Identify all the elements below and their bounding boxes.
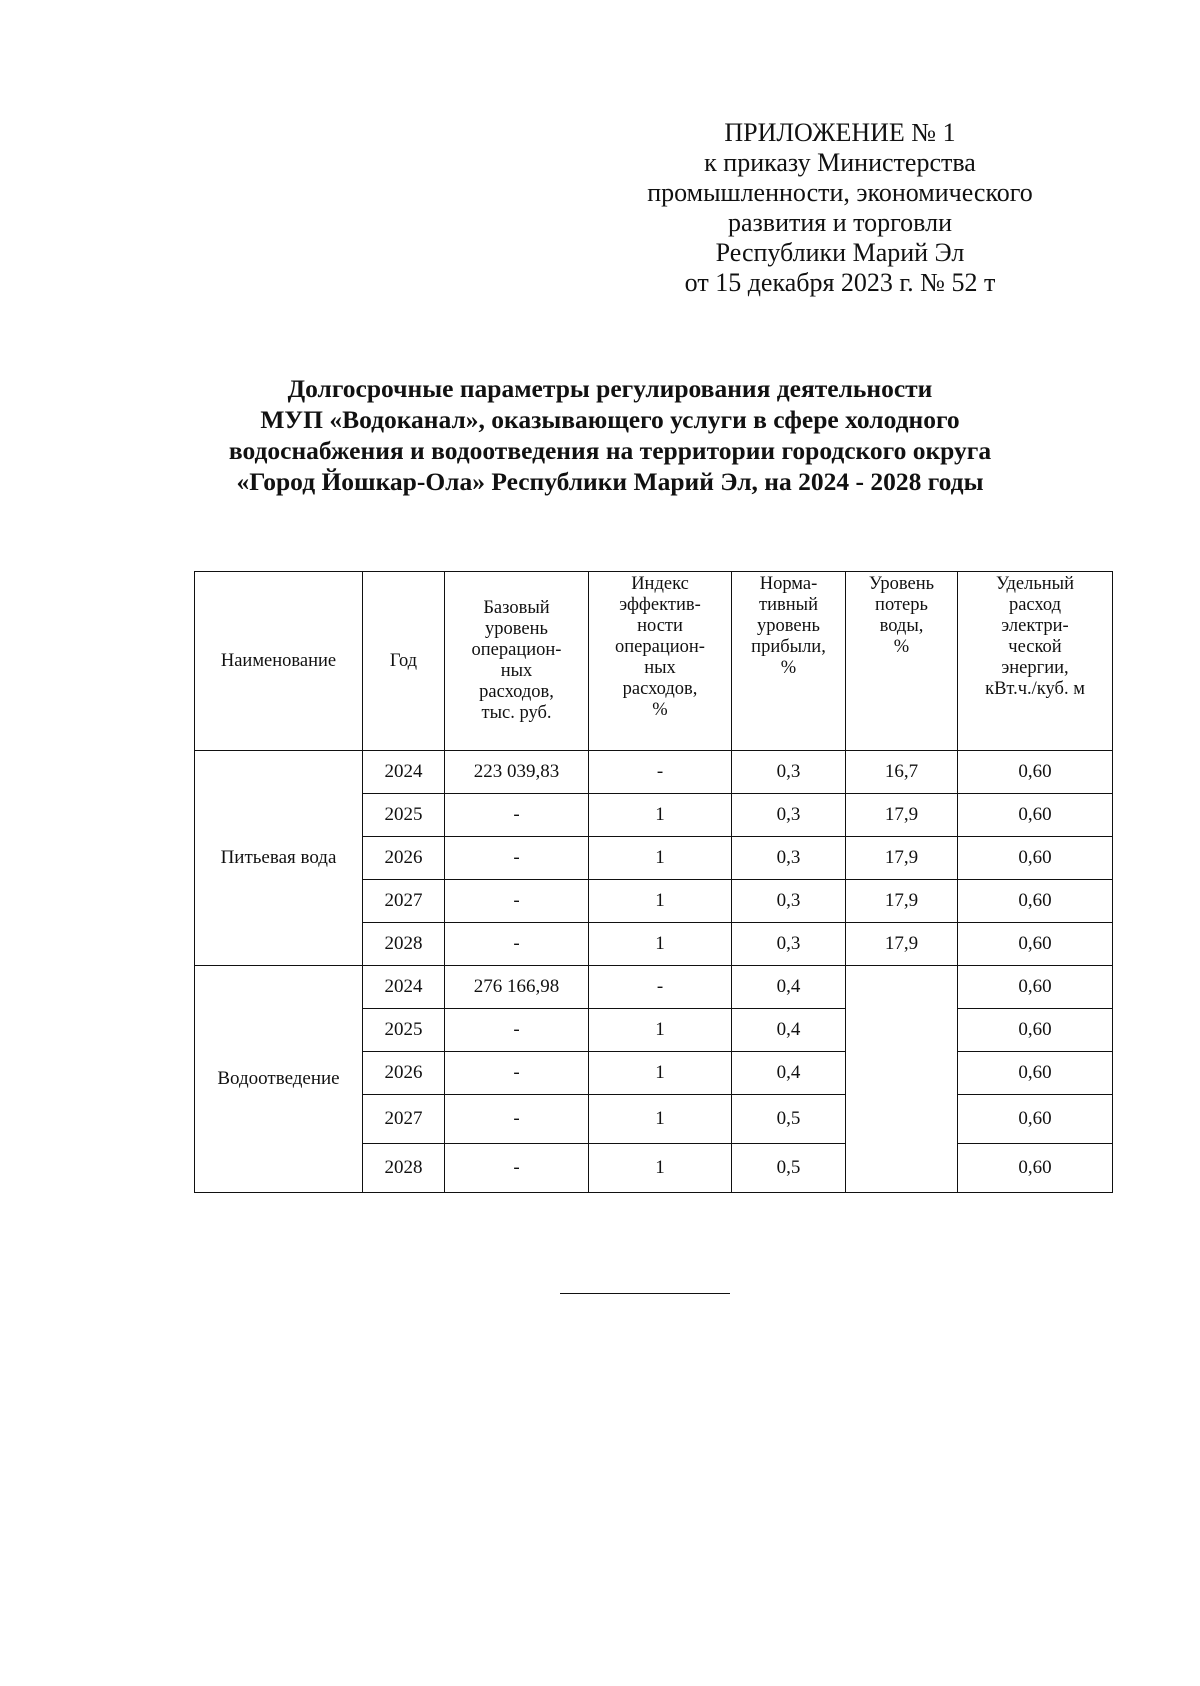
cell-index: 1 (589, 880, 732, 923)
cell-base: 276 166,98 (445, 966, 589, 1009)
header-index-line: операцион- (615, 637, 705, 657)
header-profit-line: прибыли, (751, 637, 826, 657)
header-energy-consumption (958, 572, 1113, 751)
header-energy-line: электри- (1001, 616, 1069, 636)
header-base-line: тыс. руб. (481, 703, 552, 723)
cell-profit: 0,3 (732, 751, 846, 794)
cell-energy: 0,60 (958, 880, 1113, 923)
cell-profit: 0,5 (732, 1144, 846, 1193)
cell-year: 2025 (363, 794, 445, 837)
cell-year: 2028 (363, 923, 445, 966)
cell-profit: 0,3 (732, 837, 846, 880)
header-index-line: расходов, (622, 679, 698, 699)
cell-base: - (445, 1144, 589, 1193)
parameters-table (194, 571, 1113, 1193)
cell-energy: 0,60 (958, 794, 1113, 837)
cell-index: 1 (589, 1052, 732, 1095)
header-year-text: Год (389, 650, 418, 671)
cell-base: - (445, 880, 589, 923)
table-row (195, 751, 1113, 794)
appendix-line: к приказу Министерства (704, 148, 976, 177)
cell-index: 1 (589, 1009, 732, 1052)
header-energy-line: энергии, (1001, 658, 1069, 678)
cell-loss: 17,9 (846, 794, 958, 837)
header-base-line: Базовый (483, 598, 550, 618)
appendix-line: промышленности, экономического (647, 178, 1033, 207)
header-index-line: ности (637, 616, 683, 636)
cell-profit: 0,5 (732, 1095, 846, 1144)
cell-profit: 0,4 (732, 966, 846, 1009)
cell-loss: 17,9 (846, 880, 958, 923)
closing-rule (560, 1293, 730, 1294)
header-water-loss (846, 572, 958, 751)
header-index-line: ных (644, 658, 676, 678)
cell-profit: 0,4 (732, 1052, 846, 1095)
cell-energy: 0,60 (958, 1095, 1113, 1144)
title-line: «Город Йошкар-Ола» Республики Марий Эл, на 2024 - 2028 годы (236, 467, 984, 496)
cell-energy: 0,60 (958, 966, 1113, 1009)
header-profit-line: % (780, 658, 797, 678)
header-base-line: ных (500, 661, 533, 681)
cell-index: 1 (589, 837, 732, 880)
header-energy-line: расход (1008, 595, 1062, 615)
header-loss-line: Уровень (868, 574, 935, 594)
cell-base: - (445, 1095, 589, 1144)
cell-year: 2025 (363, 1009, 445, 1052)
cell-base: - (445, 923, 589, 966)
appendix-block (598, 118, 1082, 298)
appendix-line: ПРИЛОЖЕНИЕ № 1 (724, 118, 956, 147)
group-name-drinking-water: Питьевая вода (195, 751, 363, 966)
appendix-line: Республики Марий Эл (715, 238, 965, 267)
header-loss-line: % (893, 637, 910, 657)
group-name-wastewater: Водоотведение (195, 966, 363, 1193)
header-loss-line: воды, (879, 616, 924, 636)
header-index-line: % (652, 700, 668, 720)
cell-index: - (589, 966, 732, 1009)
cell-index: 1 (589, 923, 732, 966)
header-efficiency-index (589, 572, 732, 751)
cell-year: 2027 (363, 1095, 445, 1144)
cell-index: 1 (589, 1144, 732, 1193)
header-base-line: операцион- (471, 640, 562, 660)
cell-energy: 0,60 (958, 837, 1113, 880)
cell-energy: 0,60 (958, 1052, 1113, 1095)
cell-energy: 0,60 (958, 751, 1113, 794)
cell-energy: 0,60 (958, 1009, 1113, 1052)
header-profit-line: тивный (759, 595, 818, 615)
cell-profit: 0,3 (732, 794, 846, 837)
header-index-line: эффектив- (619, 595, 701, 615)
cell-base: - (445, 837, 589, 880)
header-energy-line: Удельный (995, 574, 1075, 594)
cell-base: - (445, 1009, 589, 1052)
cell-index: - (589, 751, 732, 794)
cell-loss: 16,7 (846, 751, 958, 794)
table-row (195, 966, 1113, 1009)
title-line: водоснабжения и водоотведения на территории городского округа (228, 436, 992, 465)
header-energy-line: ческой (1008, 637, 1062, 657)
header-base-line: расходов, (479, 682, 554, 702)
cell-year: 2024 (363, 751, 445, 794)
cell-profit: 0,3 (732, 923, 846, 966)
cell-year: 2027 (363, 880, 445, 923)
header-name-text: Наименование (220, 650, 337, 671)
header-base-opex (445, 572, 589, 751)
cell-loss: 17,9 (846, 923, 958, 966)
cell-loss: 17,9 (846, 837, 958, 880)
title-line: Долгосрочные параметры регулирования деятельности (287, 374, 933, 403)
cell-energy: 0,60 (958, 923, 1113, 966)
cell-profit: 0,4 (732, 1009, 846, 1052)
cell-year: 2026 (363, 1052, 445, 1095)
table-header-row (195, 572, 1113, 751)
cell-base: - (445, 794, 589, 837)
cell-index: 1 (589, 794, 732, 837)
cell-base: 223 039,83 (445, 751, 589, 794)
header-profit-level (732, 572, 846, 751)
appendix-line: развития и торговли (727, 208, 952, 237)
document-title (150, 373, 1070, 497)
header-year (363, 572, 445, 751)
cell-base: - (445, 1052, 589, 1095)
cell-energy: 0,60 (958, 1144, 1113, 1193)
cell-loss-merged-empty (846, 966, 958, 1193)
title-line: МУП «Водоканал», оказывающего услуги в сфере холодного (260, 405, 960, 434)
cell-year: 2028 (363, 1144, 445, 1193)
header-energy-line: кВт.ч./куб. м (985, 679, 1085, 699)
cell-index: 1 (589, 1095, 732, 1144)
cell-profit: 0,3 (732, 880, 846, 923)
appendix-line: от 15 декабря 2023 г. № 52 т (684, 268, 996, 297)
cell-year: 2026 (363, 837, 445, 880)
header-index-line: Индекс (631, 574, 689, 594)
cell-year: 2024 (363, 966, 445, 1009)
header-profit-line: уровень (757, 616, 820, 636)
header-base-line: уровень (485, 619, 548, 639)
header-loss-line: потерь (875, 595, 928, 615)
header-name (195, 572, 363, 751)
header-profit-line: Норма- (759, 574, 818, 594)
